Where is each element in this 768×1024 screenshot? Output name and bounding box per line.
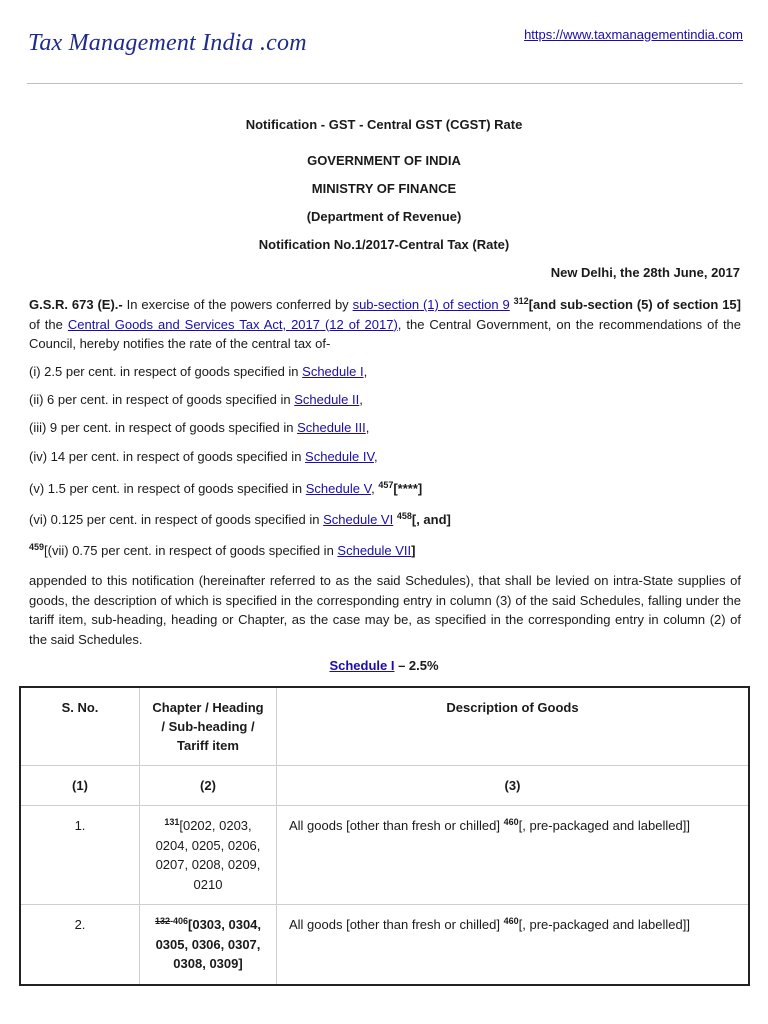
rate-item-5 [29, 481, 422, 496]
footnote-459: 459 [29, 542, 45, 552]
schedule-vii-link[interactable]: Schedule VII [337, 543, 412, 558]
notification-category: Notification - GST - Central GST (CGST) Rate [245, 117, 523, 132]
rate-item-text: (i) 2.5 per cent. in respect of goods specified in [29, 364, 303, 379]
rate-item-text: (v) 1.5 per cent. in respect of goods specified in [29, 481, 306, 496]
table-column-numbers-row [20, 766, 749, 806]
intro-text-2: [and sub-section (5) of section 15] [528, 297, 741, 312]
footnote-458: 458 [396, 511, 412, 521]
rate-item-6 [29, 512, 451, 527]
rate-item-tail: , [373, 449, 378, 464]
footnote-406: 406 [172, 916, 189, 926]
omitted-marker: [****] [393, 481, 423, 496]
rate-item-tail: , [371, 481, 379, 496]
intro-text-1: In exercise of the powers conferred by [122, 297, 353, 312]
footnote-457: 457 [378, 480, 394, 490]
rate-item-2 [29, 392, 363, 407]
rate-item-tail: ] [411, 543, 416, 558]
description-tail: [, pre-packaged and labelled]] [518, 917, 690, 932]
footnote-460: 460 [503, 817, 519, 827]
cell-description [277, 905, 750, 985]
col-number-2: (2) [140, 766, 277, 806]
header-chapter: Chapter / Heading / Sub-heading / Tariff item [140, 687, 277, 766]
schedule-iv-link[interactable]: Schedule IV [305, 449, 374, 464]
intro-text-4: , the Central Government, on the recommendations of the Council, hereby notifies the rate of the central tax of- [29, 316, 742, 351]
subsection-link[interactable]: sub-section (1) of section 9 [352, 297, 510, 312]
rate-item-text: (iv) 14 per cent. in respect of goods specified in [29, 449, 306, 464]
table-row [20, 806, 749, 905]
rate-item-1 [29, 364, 367, 379]
cell-sno: 2. [20, 905, 140, 985]
schedule-title [0, 658, 768, 673]
struck-footnote: 132 [154, 916, 170, 926]
cell-chapter [140, 905, 277, 985]
notification-number: Notification No.1/2017-Central Tax (Rate) [258, 237, 510, 252]
header-divider [27, 83, 743, 84]
rate-item-text: (ii) 6 per cent. in respect of goods specified in [29, 392, 295, 407]
chapter-codes: [0303, 0304, 0305, 0306, 0307, 0308, 0309] [155, 917, 262, 971]
place-date: New Delhi, the 28th June, 2017 [550, 265, 740, 280]
cell-description [277, 806, 750, 905]
department-heading: (Department of Revenue) [306, 209, 462, 224]
description-tail: [, pre-packaged and labelled]] [518, 818, 690, 833]
schedule-iii-link[interactable]: Schedule III [297, 420, 366, 435]
col-number-1: (1) [20, 766, 140, 806]
schedule-vi-link[interactable]: Schedule VI [323, 512, 394, 527]
schedule-i-link[interactable]: Schedule I [302, 364, 364, 379]
rate-item-4 [29, 449, 378, 464]
table-row [20, 905, 749, 985]
rate-item-3 [29, 420, 369, 435]
rate-item-text: [(vii) 0.75 per cent. in respect of goods specified in [44, 543, 338, 558]
table-header-row [20, 687, 749, 766]
amendment-text: [, and] [411, 512, 451, 527]
schedule-v-link[interactable]: Schedule V [305, 481, 372, 496]
description-text: All goods [other than fresh or chilled] [289, 917, 504, 932]
site-url-link[interactable]: https://www.taxmanagementindia.com [524, 27, 743, 42]
rate-item-7 [29, 543, 415, 558]
schedule-i-title-link[interactable]: Schedule I [329, 658, 395, 673]
intro-text-3: of the [29, 316, 68, 332]
closing-paragraph: appended to this notification (hereinafter referred to as the said Schedules), that shall be levied on intra-State supplies of goods, the description of which is specified in the corresponding entry in column (3) of the said Schedules, falling under the tariff item, sub-heading, heading or Chapter, as the case may be, as specified in the corresponding entry in column (2) of the said Schedules. [29, 573, 741, 647]
schedule-rate: – 2.5% [394, 658, 439, 673]
cell-chapter [140, 806, 277, 905]
rate-item-text: (iii) 9 per cent. in respect of goods specified in [29, 420, 298, 435]
description-text: All goods [other than fresh or chilled] [289, 818, 504, 833]
cell-sno: 1. [20, 806, 140, 905]
schedule-ii-link[interactable]: Schedule II [294, 392, 360, 407]
site-logo[interactable]: Tax Management India .com [28, 30, 307, 56]
rate-item-tail: , [359, 392, 363, 407]
footnote-131: 131 [164, 817, 180, 827]
ministry-heading: MINISTRY OF FINANCE [311, 181, 457, 196]
schedule-table [19, 686, 750, 986]
footnote-460: 460 [503, 916, 519, 926]
footnote-132: 132-406 [154, 916, 189, 926]
footnote-312: 312 [513, 296, 529, 306]
intro-paragraph [29, 295, 741, 354]
rate-item-tail: , [365, 420, 370, 435]
col-number-3: (3) [277, 766, 750, 806]
rate-item-tail: , [363, 364, 368, 379]
government-heading: GOVERNMENT OF INDIA [307, 153, 461, 168]
chapter-codes: [0202, 0203, 0204, 0205, 0206, 0207, 0208, 0209, 0210 [155, 818, 261, 892]
rate-item-text: (vi) 0.125 per cent. in respect of goods specified in [29, 512, 324, 527]
header-sno: S. No. [20, 687, 140, 766]
header-description: Description of Goods [277, 687, 750, 766]
gsr-number: G.S.R. 673 (E).- [29, 297, 123, 312]
cgst-act-link[interactable]: Central Goods and Services Tax Act, 2017 (12 of 2017) [67, 316, 398, 332]
